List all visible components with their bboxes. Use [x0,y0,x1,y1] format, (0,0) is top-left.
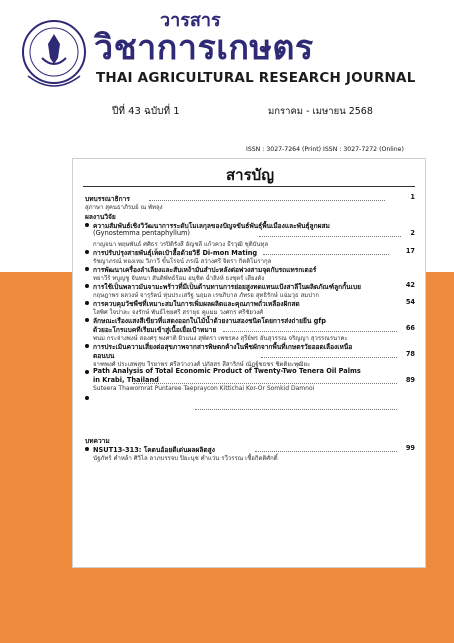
author-line: Suteera Thawornrat Puntaree Taepraycon Kittichai Kor-Or Somkid Damnoi [93,385,315,392]
page-number: 66 [405,324,415,332]
author-line: พนม กระจ่างพงษ์ สองศรุ พงศาติ ผิวแนง สุพัตรา เพชรคง สุรีย์พร อันสุวรรณ จริญญา สุวรรณรนาคะ [93,335,348,342]
bullet [85,223,89,227]
article-title[interactable]: ลักษณะเรืองแสงสีเขียวที่แสดงออกในไม้น้ำด้วยงานสองชนิดโดยการส่งถ่ายยีน gfp [93,317,326,325]
page-number: 89 [405,376,415,384]
department-seal-logo [20,12,88,98]
bullet [85,318,89,322]
bullet [85,447,89,451]
leader-dots [255,451,397,452]
publication-period: มกราคม - เมษายน 2568 [268,106,373,117]
author-line: ทยาวีร์ ทบูญชู จันทนา สันติพัทธ์ร้อม อนุชิต ฉ่ำสิงห์ ธงชุตร์ เสียงดัง [93,275,265,282]
toc-heading: สารบัญ [226,166,274,184]
page-number: 42 [405,281,415,289]
page-number: 1 [410,193,415,201]
page-number: 78 [405,350,415,358]
bullet [85,284,89,288]
page-number: 99 [405,444,415,452]
journal-title-thai-prefix: วารสาร [160,10,221,31]
article-title-cont: (Gynostemma pentaphyllum) [93,229,191,237]
author-line: กฤษฎาพร ผลวงษ์ จารุรัตน์ หุ่นประเสริฐ นฤมล เรขภิบาล ภัทรอ สุทธิรักษ์ แฉ่มวุธ สมปาก [93,292,320,299]
author-line: รัชญาภรณ์ ทองเหม วิภาวี ขั้นโรจน์ ภรณี สว่างศรี จิตรา กิตติโมรากุล [93,258,272,265]
leader-dots [149,200,385,201]
article-title[interactable]: Path Analysis of Total Economic Product of Twenty-Two Tenera Oil Palms [93,367,361,375]
section-editorial: บทบรรณาธิการ [85,195,130,203]
journal-title-thai: วิชาการเกษตร [94,28,314,68]
page-number: 17 [405,247,415,255]
bullet [85,267,89,271]
leader-dots [195,409,397,410]
bullet [85,344,89,348]
article-title[interactable]: NSUT13-313: โคตนอ้อยดีเด่นผลผลิตสูง [93,446,215,454]
article-title-cont: in Krabi, Thailand [93,376,159,384]
page-number: 2 [410,229,415,237]
issn-line: ISSN : 3027-7264 (Print) ISSN : 3027-7272 (Online) [246,146,404,153]
leader-dots [133,383,397,384]
article-title[interactable]: การใช้เป็นพลาวมันจามะพร้าวที่มีเป็นด้านทานการย่อยสูงทดแทนแป้งสาลีในผลิตภัณฑ์ลูกกั้นเบย [93,283,361,291]
section-review: บทความ [85,437,110,445]
journal-title-english: THAI AGRICULTURAL RESEARCH JOURNAL [96,70,416,86]
page-number: 54 [405,298,415,306]
article-title[interactable]: การพัฒนาเครื่องลำเลียงและสับเหง้ามันสำปะหลังต่อพ่วงสามจุดกับรถแทรกเตอร์ [93,266,317,274]
leader-dots [223,331,397,332]
volume-issue: ปีที่ 43 ฉบับที่ 1 [112,106,180,117]
author-line: จาฑพงศ์ ประเสพสุข วีรยาพร ศรีสว่างวงศ์ ปภัสสร สีสาริกษ์ ณัฏฐ์ชธชร ชิตติยะพุฒิยะ [93,361,311,368]
article-title[interactable]: การประเมินความเสี่ยงต่อสุขภาพจากสารพิษตกค้างในพืชผักจากพื้นที่เกษตรวัยออดเลืองเหนือ [93,343,353,351]
article-title-cont: ตอนบน [93,352,115,360]
bullet [85,370,89,374]
leader-dots [263,254,389,255]
article-title[interactable]: การปรับปรุงสายพันธุ์เห็ดเป๋าฮื้อด้วยวิธี Di-mon Mating [93,249,258,257]
leader-dots [259,236,401,237]
bullet [85,301,89,305]
author-line: นัฐภัทร์ คำหล้า ศิวิไล ลาภบรรจบ ปิยะนุช คำแว่น รวีวรรณ เชื้อกิตติศักดิ์ [93,455,278,462]
toc-divider [83,186,415,187]
article-title-cont: ด้วยอะโกรแบคทีเรียมเข้าสู่เนื้อเยื่อเป้าหมาย [93,326,217,334]
bullet [85,250,89,254]
table-of-contents [72,158,426,568]
section-research: ผลงานวิจัย [85,213,116,221]
author-line: กาญจนา พฤษพันธ์ ศศิธร วรปิติรังสี อัญชลี แก้วควง ธีรวุฒิ ชุติบันทุล [93,241,269,248]
author-line: สุภาษา สุคนธาภิรมย์ ณ พัทลุง [85,204,163,211]
bullet [85,396,89,400]
article-title[interactable]: ความสัมพันธ์เชิงวิวัฒนาการระดับโมเลกุลของปัญจขันธ์พันธุ์พื้นเมืองและพันธุ์ลูกผสม [93,222,330,230]
author-line: โสพิศ ใจปาละ จงรักษ์ พันธ์ไชยศรี สรายุธ คูแมม วงศกร ศรีชัยวงศ์ [93,309,264,316]
article-title[interactable]: การควบคุมวัชพืชที่เหมาะสมในการเพิ่มผลผลิตและคุณภาพถั่วเหลืองฝักสด [93,300,300,308]
leader-dots [261,357,397,358]
